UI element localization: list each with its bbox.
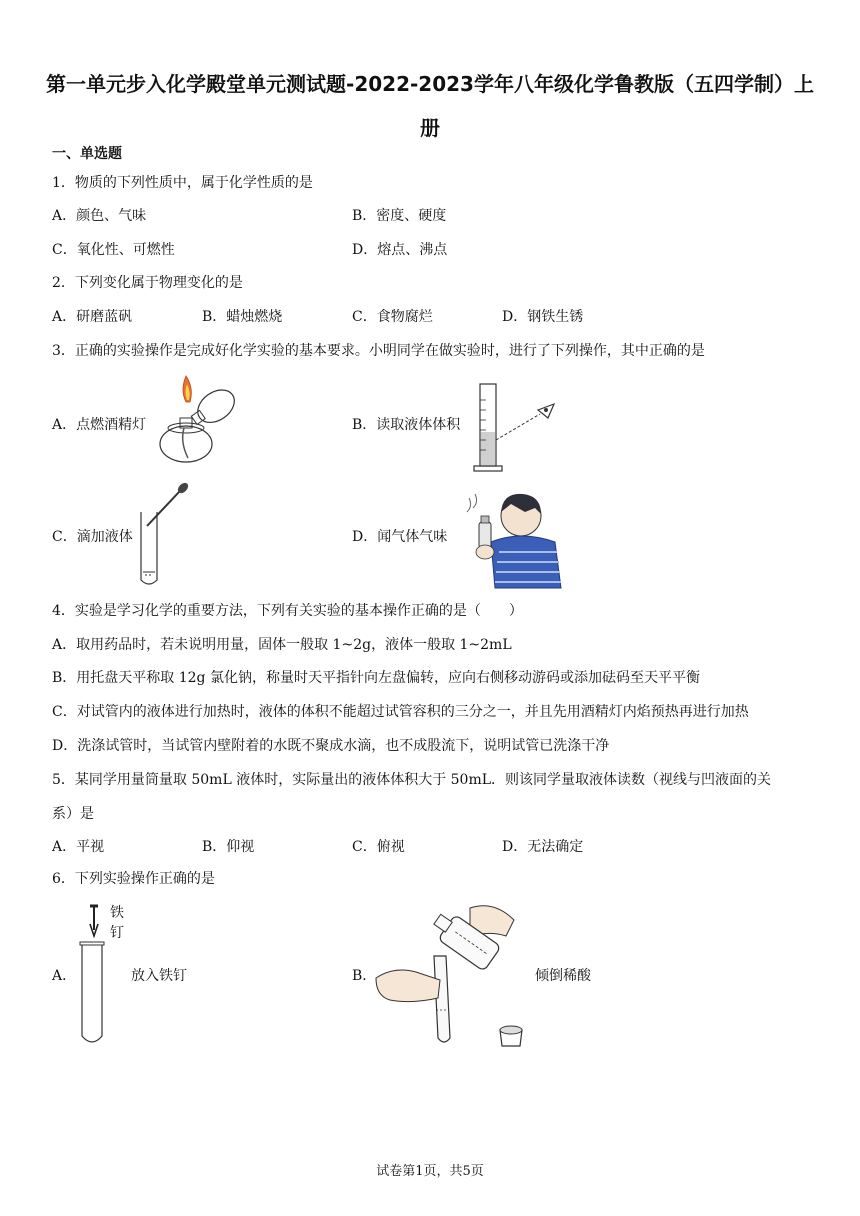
graduated-cylinder-figure (470, 380, 560, 475)
question-5-option-d: D．无法确定 (502, 839, 584, 855)
page-title: 第一单元步入化学殿堂单元测试题-2022-2023学年八年级化学鲁教版（五四学制）上册 (46, 72, 814, 140)
question-3-option-a: A．点燃酒精灯 (52, 417, 147, 433)
question-3-option-c: C．滴加液体 (52, 529, 133, 545)
question-5-stem-line-2: 系）是 (52, 806, 94, 822)
dropper-figure (133, 482, 193, 590)
question-6-option-b-letter: B． (352, 968, 377, 984)
question-4-option-a: A．取用药品时，若未说明用量，固体一般取 1~2g，液体一般取 1~2mL (52, 637, 512, 653)
alcohol-lamp-figure (150, 372, 242, 472)
question-4-option-c: C．对试管内的液体进行加热时，液体的体积不能超过试管容积的三分之一，并且先用酒精灯内焰预热再进行加热 (52, 704, 749, 720)
question-5-option-c: C．俯视 (352, 839, 405, 855)
question-3-option-d: D．闻气体气味 (352, 529, 448, 545)
question-1-option-d: D．熔点、沸点 (352, 242, 448, 258)
question-6-option-a-text: 放入铁钉 (131, 968, 187, 984)
question-2-option-a: A．研磨蓝矾 (52, 309, 133, 325)
question-1-option-c: C．氧化性、可燃性 (52, 242, 175, 258)
question-2-stem: 2．下列变化属于物理变化的是 (52, 275, 243, 291)
page-footer: 试卷第1页，共5页 (376, 1164, 484, 1179)
question-1-option-a: A．颜色、气味 (52, 208, 147, 224)
question-5-stem-line-1: 5．某同学用量筒量取 50mL 液体时，实际量出的液体体积大于 50mL．则该同学量取液体读数（视线与凹液面的关 (52, 772, 772, 788)
smelling-gas-figure (455, 482, 585, 590)
nail-test-tube-figure (76, 902, 112, 1050)
question-6-stem: 6．下列实验操作正确的是 (52, 871, 215, 887)
question-3-option-b: B．读取液体体积 (352, 417, 461, 433)
iron-nail-label-1: 铁 (110, 905, 124, 921)
question-2-option-c: C．食物腐烂 (352, 309, 433, 325)
question-6-option-a-letter: A． (52, 968, 77, 984)
question-4-stem: 4．实验是学习化学的重要方法，下列有关实验的基本操作正确的是（ ） (52, 603, 523, 619)
pouring-acid-figure (374, 900, 530, 1050)
question-3-stem: 3．正确的实验操作是完成好化学实验的基本要求。小明同学在做实验时，进行了下列操作，其中正确的是 (52, 343, 705, 359)
iron-nail-label-2: 钉 (110, 925, 124, 941)
question-4-option-d: D．洗涤试管时，当试管内壁附着的水既不聚成水滴，也不成股流下，说明试管已洗涤干净 (52, 738, 610, 754)
question-6-option-b-text: 倾倒稀酸 (535, 968, 591, 984)
question-2-option-b: B．蜡烛燃烧 (202, 309, 283, 325)
question-4-option-b: B．用托盘天平称取 12g 氯化钠，称量时天平指针向左盘偏转，应向右侧移动游码或添加砝码至天平平衡 (52, 670, 700, 686)
question-1-option-b: B．密度、硬度 (352, 208, 447, 224)
question-5-option-b: B．仰视 (202, 839, 255, 855)
section-heading: 一、单选题 (52, 146, 122, 162)
question-2-option-d: D．钢铁生锈 (502, 309, 584, 325)
question-5-option-a: A．平视 (52, 839, 105, 855)
question-1-stem: 1．物质的下列性质中，属于化学性质的是 (52, 175, 313, 191)
